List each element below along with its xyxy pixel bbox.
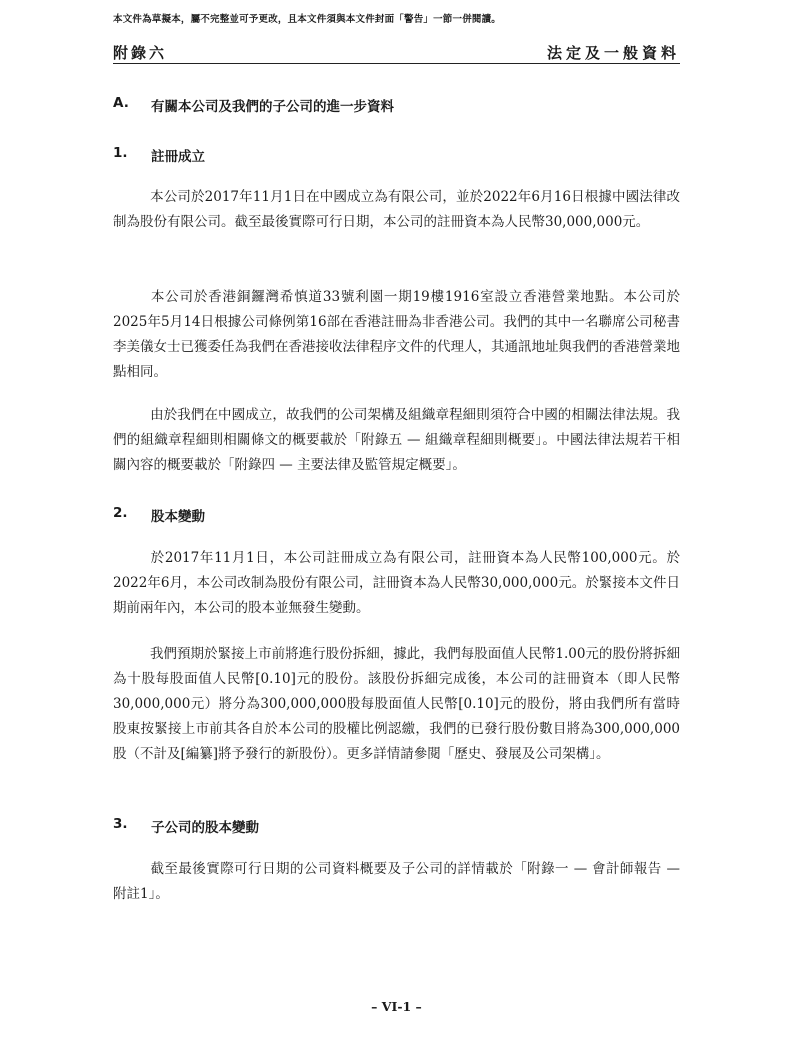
chapter-title: 法定及一般資料 <box>546 44 680 62</box>
page-header <box>113 41 680 64</box>
paragraph: 我們預期於緊接上市前將進行股份拆細，據此，我們每股面值人民幣1.00元的股份將拆細為十股每股面值人民幣[0.10]元的股份。該股份拆細完成後，本公司的註冊資本（即人民幣30,000,000元）將分為300,000,000股每股面值人民幣[0.10]元的股份，將由我們所有當時股東按緊接上市前其各自於本公司的股權比例認繳，我們的已發行股份數目將為300,000,000股（不計及[編纂]將予發行的新股份）。更多詳情請參閱「歷史、發展及公司架構」。 <box>113 646 680 762</box>
section-title: 有關本公司及我們的子公司的進一步資料 <box>151 99 394 115</box>
paragraph: 於2017年11月1日，本公司註冊成立為有限公司，註冊資本為人民幣100,000元。於2022年6月，本公司改制為股份有限公司，註冊資本為人民幣30,000,000元。於緊接本文件日期前兩年內，本公司的股本並無發生變動。 <box>113 550 680 616</box>
subsection-title: 子公司的股本變動 <box>151 820 259 836</box>
appendix-label: 附錄六 <box>113 44 168 62</box>
subsection-number: 3. <box>113 816 128 832</box>
subsection-title: 股本變動 <box>151 509 205 525</box>
draft-notice: 本文件為草擬本，屬不完整並可予更改，且本文件須與本文件封面「警告」一節一併閱讀。 <box>113 14 502 25</box>
paragraph: 本公司於香港銅鑼灣希慎道33號利園一期19樓1916室設立香港營業地點。本公司於2025年5月14日根據公司條例第16部在香港註冊為非香港公司。我們的其中一名聯席公司秘書李美儀女士已獲委任為我們在香港接收法律程序文件的代理人，其通訊地址與我們的香港營業地點相同。 <box>113 289 680 380</box>
paragraph: 由於我們在中國成立，故我們的公司架構及組織章程細則須符合中國的相關法律法規。我們的組織章程細則相關條文的概要載於「附錄五 — 組織章程細則概要」。中國法律法規若干相關內容的概要載於「附錄四 — 主要法律及監管規定概要」。 <box>113 407 680 473</box>
subsection-number: 1. <box>113 145 128 161</box>
page-number: – VI-1 – <box>371 999 422 1014</box>
subsection-number: 2. <box>113 505 128 521</box>
subsection-title: 註冊成立 <box>151 149 205 165</box>
paragraph: 本公司於2017年11月1日在中國成立為有限公司，並於2022年6月16日根據中國法律改制為股份有限公司。截至最後實際可行日期，本公司的註冊資本為人民幣30,000,000元。 <box>113 189 680 230</box>
paragraph: 截至最後實際可行日期的公司資料概要及子公司的詳情載於「附錄一 — 會計師報告 — 附註1」。 <box>113 861 680 902</box>
section-number: A. <box>113 95 129 111</box>
